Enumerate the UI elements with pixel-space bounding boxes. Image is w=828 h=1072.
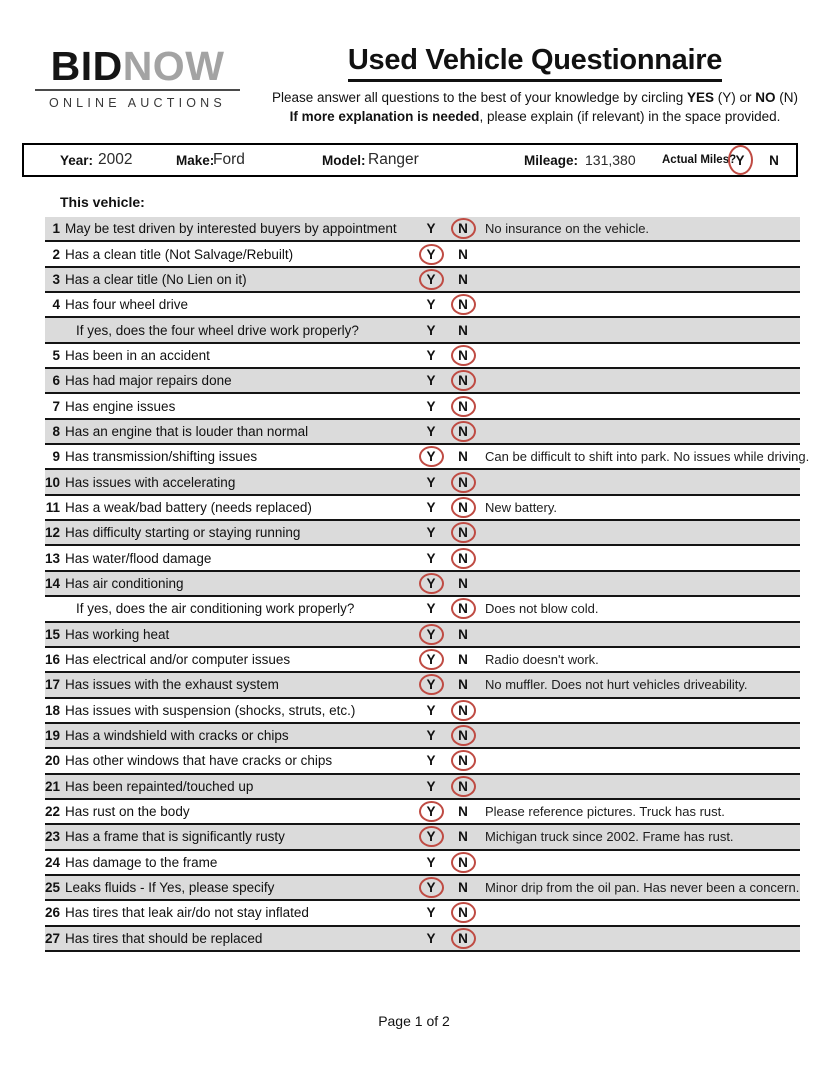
question-text: Has been repainted/touched up: [65, 778, 254, 794]
no-option: [449, 496, 477, 519]
yes-letter: Y: [426, 499, 436, 515]
no-option: [449, 470, 477, 493]
question-row: [45, 851, 800, 876]
question-number: 14: [45, 575, 61, 591]
yes-bold: YES: [686, 90, 714, 105]
question-list: [45, 217, 810, 952]
year-label: Year:: [60, 152, 94, 168]
question-number: 18: [45, 702, 61, 718]
yes-letter: Y: [426, 373, 436, 389]
question-number: 23: [45, 829, 61, 845]
no-option: [449, 572, 477, 595]
no-letter: N: [451, 750, 476, 771]
no-letter: N: [458, 804, 468, 820]
no-option: [449, 546, 477, 569]
answer-note: Minor drip from the oil pan. Has never been a concern.: [485, 880, 800, 896]
question-text: Has transmission/shifting issues: [65, 449, 258, 465]
question-text: Has an engine that is louder than normal: [65, 423, 309, 439]
no-letter: N: [458, 880, 468, 896]
yes-option: [417, 293, 445, 316]
question-text: Has issues with accelerating: [65, 474, 236, 490]
no-letter: N: [451, 472, 476, 493]
question-text: Has four wheel drive: [65, 297, 189, 313]
yes-letter: Y: [419, 244, 444, 265]
question-row: [45, 242, 800, 267]
yes-option: [417, 268, 445, 291]
yes-option: [417, 901, 445, 924]
no-letter: N: [458, 652, 468, 668]
vehicle-info-bar: [22, 143, 798, 177]
no-letter: N: [458, 271, 468, 287]
yes-option: [417, 318, 445, 341]
yes-letter: Y: [426, 601, 436, 617]
question-text: Has a clean title (Not Salvage/Rebuilt): [65, 246, 294, 262]
question-row: [45, 268, 800, 293]
yes-option: [417, 825, 445, 848]
question-row: [45, 217, 800, 242]
yes-option: [417, 496, 445, 519]
no-letter: N: [451, 852, 476, 873]
actual-miles-yes-option: [726, 145, 754, 175]
question-number: 6: [52, 373, 60, 389]
no-letter: N: [458, 575, 468, 591]
no-letter: N: [451, 497, 476, 518]
no-letter: N: [451, 522, 476, 543]
question-text: Has issues with the exhaust system: [65, 677, 279, 693]
yes-option: [417, 800, 445, 823]
actual-miles-yes-letter: Y: [728, 145, 753, 175]
no-option: [449, 724, 477, 747]
question-text: Has a clear title (No Lien on it): [65, 271, 247, 287]
answer-note: No insurance on the vehicle.: [485, 221, 650, 237]
no-letter: N: [458, 829, 468, 845]
yes-option: [417, 521, 445, 544]
yes-letter: Y: [419, 826, 444, 847]
no-option: [449, 901, 477, 924]
question-row: [45, 293, 800, 318]
no-letter: N: [451, 548, 476, 569]
yes-option: [417, 927, 445, 950]
yes-option: [417, 470, 445, 493]
question-text: Leaks fluids - If Yes, please specify: [65, 880, 275, 896]
question-text: Has a frame that is significantly rusty: [65, 829, 285, 845]
question-text: Has tires that should be replaced: [65, 930, 263, 946]
mileage-label: Mileage:: [524, 152, 579, 168]
yes-letter: Y: [426, 728, 436, 744]
question-text: Has tires that leak air/do not stay inflated: [65, 905, 309, 921]
question-text: Has other windows that have cracks or chips: [65, 753, 333, 769]
question-number: 8: [52, 423, 60, 439]
yes-option: [417, 775, 445, 798]
question-row: [45, 699, 800, 724]
no-letter: N: [451, 218, 476, 239]
no-bold: NO: [755, 90, 776, 105]
no-option: [449, 648, 477, 671]
question-row: [45, 572, 800, 597]
no-letter: N: [451, 345, 476, 366]
no-letter: N: [458, 322, 468, 338]
no-letter: N: [451, 928, 476, 949]
yes-letter: Y: [419, 573, 444, 594]
model-label: Model:: [322, 152, 366, 168]
answer-note: Please reference pictures. Truck has rust.: [485, 804, 725, 820]
no-letter: N: [451, 370, 476, 391]
explanation-bold: If more explanation is needed: [289, 109, 480, 124]
yes-option: [417, 749, 445, 772]
no-option: [449, 673, 477, 696]
no-letter: N: [451, 421, 476, 442]
yes-option: [417, 369, 445, 392]
no-letter: N: [451, 598, 476, 619]
question-text: Has difficulty starting or staying running: [65, 525, 301, 541]
yes-letter: Y: [426, 753, 436, 769]
question-number: 17: [45, 677, 61, 693]
no-option: [449, 876, 477, 899]
no-letter: N: [458, 246, 468, 262]
question-number: 22: [45, 804, 61, 820]
section-heading: This vehicle:: [60, 194, 145, 210]
yes-option: [417, 724, 445, 747]
question-number: 12: [45, 525, 61, 541]
no-option: [449, 800, 477, 823]
logo-divider: [35, 89, 240, 91]
no-letter: N: [458, 677, 468, 693]
question-row: [45, 597, 800, 622]
yes-option: [417, 217, 445, 240]
mileage-value: 131,380: [585, 152, 636, 168]
yes-letter: Y: [426, 322, 436, 338]
no-option: [449, 597, 477, 620]
logo-bid-text: BID: [50, 43, 123, 89]
page-title: Used Vehicle Questionnaire: [348, 44, 722, 82]
yes-letter: Y: [426, 905, 436, 921]
question-number: 19: [45, 728, 61, 744]
yes-letter: Y: [426, 297, 436, 313]
question-text: Has a weak/bad battery (needs replaced): [65, 499, 312, 515]
question-number: 10: [45, 474, 61, 490]
question-number: 15: [45, 626, 61, 642]
no-option: [449, 623, 477, 646]
no-letter: N: [451, 396, 476, 417]
question-row: [45, 394, 800, 419]
yes-letter: Y: [419, 649, 444, 670]
question-number: 11: [45, 499, 60, 515]
question-number: 16: [45, 652, 61, 668]
yes-letter: Y: [419, 674, 444, 695]
question-number: 5: [52, 347, 60, 363]
answer-note: No muffler. Does not hurt vehicles driveability.: [485, 677, 748, 693]
yes-letter: Y: [426, 854, 436, 870]
yes-option: [417, 572, 445, 595]
question-number: 21: [45, 778, 61, 794]
question-text: Has damage to the frame: [65, 854, 218, 870]
yes-option: [417, 648, 445, 671]
question-text: May be test driven by interested buyers by appointment: [65, 221, 397, 237]
yes-option: [417, 445, 445, 468]
yes-letter: Y: [426, 930, 436, 946]
question-row: [45, 470, 800, 495]
no-option: [449, 420, 477, 443]
question-row: [45, 420, 800, 445]
make-label: Make:: [176, 152, 215, 168]
logo-now-text: NOW: [122, 43, 225, 89]
question-text: Has electrical and/or computer issues: [65, 652, 291, 668]
yes-letter: Y: [426, 474, 436, 490]
question-number: 2: [52, 246, 60, 262]
no-option: [449, 521, 477, 544]
question-number: 24: [45, 854, 61, 870]
no-letter: N: [451, 700, 476, 721]
yes-option: [417, 851, 445, 874]
yes-letter: Y: [426, 702, 436, 718]
no-letter: N: [458, 449, 468, 465]
no-option: [449, 318, 477, 341]
question-text: Has working heat: [65, 626, 170, 642]
question-text: Has engine issues: [65, 398, 176, 414]
logo-tagline: ONLINE AUCTIONS: [49, 96, 226, 110]
yes-option: [417, 242, 445, 265]
yes-option: [417, 623, 445, 646]
question-text: If yes, does the four wheel drive work properly?: [76, 322, 359, 338]
no-option: [449, 369, 477, 392]
header: [253, 44, 817, 126]
question-text: Has issues with suspension (shocks, struts, etc.): [65, 702, 356, 718]
yes-letter: Y: [419, 269, 444, 290]
answer-note: Michigan truck since 2002. Frame has rust.: [485, 829, 734, 845]
question-text: Has a windshield with cracks or chips: [65, 728, 289, 744]
question-row: [45, 775, 800, 800]
no-option: [449, 242, 477, 265]
yes-letter: Y: [419, 877, 444, 898]
question-row: [45, 927, 800, 952]
question-number: 4: [52, 297, 60, 313]
no-option: [449, 775, 477, 798]
no-option: [449, 749, 477, 772]
no-option: [449, 217, 477, 240]
yes-option: [417, 673, 445, 696]
logo-wordmark: [35, 44, 240, 88]
question-number: 27: [45, 930, 61, 946]
no-option: [449, 268, 477, 291]
yes-option: [417, 546, 445, 569]
question-row: [45, 749, 800, 774]
question-row: [45, 445, 810, 470]
yes-letter: Y: [426, 778, 436, 794]
question-text: Has rust on the body: [65, 804, 190, 820]
question-text: Has had major repairs done: [65, 373, 232, 389]
question-row: [45, 344, 800, 369]
no-option: [449, 293, 477, 316]
question-number: 25: [45, 880, 61, 896]
instructions-text: (Y) or: [713, 90, 756, 105]
question-row: [45, 496, 800, 521]
instructions-text: (N): [775, 90, 798, 105]
question-number: 20: [45, 753, 61, 769]
no-letter: N: [451, 725, 476, 746]
yes-letter: Y: [419, 801, 444, 822]
question-number: 26: [45, 905, 61, 921]
yes-option: [417, 597, 445, 620]
no-option: [449, 699, 477, 722]
instructions-text: , please explain (if relevant) in the space provided.: [479, 109, 781, 124]
no-letter: N: [451, 294, 476, 315]
question-number: 9: [52, 449, 60, 465]
question-row: [45, 648, 800, 673]
model-value: Ranger: [368, 151, 419, 168]
yes-option: [417, 699, 445, 722]
question-row: [45, 876, 800, 901]
yes-letter: Y: [419, 446, 444, 467]
no-letter: N: [458, 626, 468, 642]
make-value: Ford: [213, 151, 245, 168]
actual-miles-no-letter: N: [769, 152, 779, 168]
question-number: 7: [52, 398, 60, 414]
question-row: [45, 673, 800, 698]
question-row: [45, 800, 800, 825]
question-row: [45, 724, 800, 749]
question-row: [45, 825, 800, 850]
yes-option: [417, 394, 445, 417]
answer-note: Can be difficult to shift into park. No issues while driving.: [485, 449, 810, 465]
yes-letter: Y: [426, 221, 436, 237]
question-text: Has been in an accident: [65, 347, 210, 363]
yes-letter: Y: [426, 525, 436, 541]
yes-letter: Y: [419, 624, 444, 645]
yes-option: [417, 344, 445, 367]
no-option: [449, 394, 477, 417]
yes-letter: Y: [426, 550, 436, 566]
answer-note: Does not blow cold.: [485, 601, 599, 617]
no-option: [449, 927, 477, 950]
yes-option: [417, 420, 445, 443]
question-text: Has air conditioning: [65, 575, 184, 591]
actual-miles-label: Actual Miles?: [662, 154, 737, 166]
no-option: [449, 445, 477, 468]
question-row: [45, 546, 800, 571]
question-number: 3: [52, 271, 60, 287]
instructions-text: Please answer all questions to the best of your knowledge by circling: [271, 90, 687, 105]
yes-letter: Y: [426, 347, 436, 363]
question-row: [45, 521, 800, 546]
yes-option: [417, 876, 445, 899]
answer-note: New battery.: [485, 499, 558, 515]
no-option: [449, 851, 477, 874]
question-text: Has water/flood damage: [65, 550, 212, 566]
answer-note: Radio doesn't work.: [485, 652, 599, 668]
question-text: If yes, does the air conditioning work properly?: [76, 601, 355, 617]
question-row: [45, 901, 800, 926]
question-row: [45, 318, 800, 343]
bidnow-logo: [35, 44, 240, 110]
no-letter: N: [451, 776, 476, 797]
instructions-line-2: [253, 107, 817, 126]
page-number: Page 1 of 2: [378, 1013, 450, 1029]
question-number: 1: [52, 221, 60, 237]
no-letter: N: [451, 902, 476, 923]
year-value: 2002: [98, 151, 133, 168]
no-option: [449, 825, 477, 848]
actual-miles-no-option: [762, 145, 786, 175]
question-row: [45, 369, 800, 394]
instructions-line-1: [253, 88, 817, 107]
yes-letter: Y: [426, 423, 436, 439]
no-option: [449, 344, 477, 367]
yes-letter: Y: [426, 398, 436, 414]
question-number: 13: [45, 550, 61, 566]
question-row: [45, 623, 800, 648]
